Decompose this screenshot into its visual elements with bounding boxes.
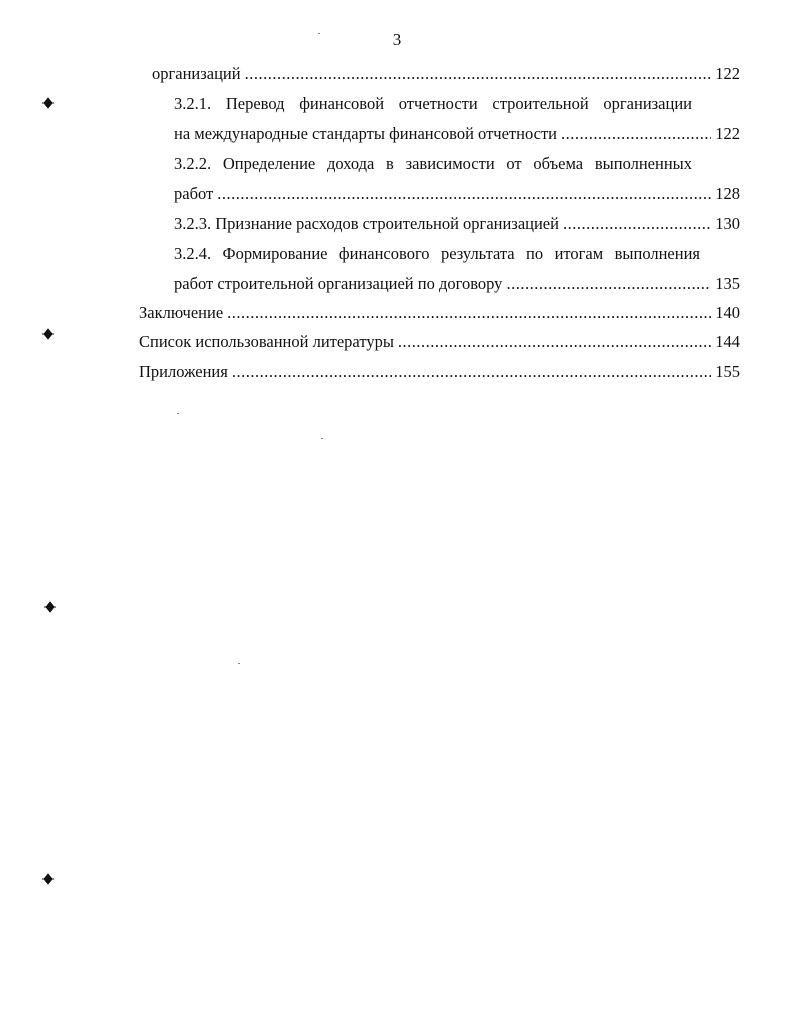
page-number: 3 (392, 30, 402, 49)
toc-entry-conclusion (139, 301, 740, 325)
toc-entry-title-line1: 3.2.1. Перевод финансовой отчетности строительной организации (174, 94, 692, 113)
toc-entry-title: Заключение (139, 303, 224, 322)
dot-leader (561, 122, 711, 146)
toc-entry-title: Список использованной литературы (139, 332, 394, 351)
toc-entry-title: 3.2.3. Признание расходов строительной организацией (174, 214, 559, 233)
toc-entry-title: организаций (152, 64, 241, 83)
scan-speck (318, 33, 320, 34)
toc-entry-page: 122 (715, 124, 740, 143)
scan-speck (321, 438, 323, 439)
toc-entry-page: 122 (715, 64, 740, 83)
toc-entry-3-2-1 (174, 122, 740, 146)
dot-leader (563, 212, 711, 236)
toc-entry-appendices (139, 360, 740, 384)
toc-entry-references (139, 330, 740, 354)
scan-speck (238, 663, 240, 664)
dot-leader (227, 301, 711, 325)
toc-entry-page: 135 (715, 274, 740, 293)
binder-hole-mark (42, 97, 54, 109)
toc-entry-title-line1: 3.2.4. Формирование финансового результата по итогам выполнения (174, 244, 700, 263)
binder-hole-mark (44, 601, 56, 613)
toc-entry-title: работ строительной организацией по договору (174, 274, 503, 293)
toc-entry-3-2-3 (174, 212, 740, 236)
dot-leader (398, 330, 711, 354)
toc-entry-continuation (152, 62, 740, 86)
toc-entry-page: 155 (715, 362, 740, 381)
toc-entry-page: 144 (715, 332, 740, 351)
toc-entry-page: 130 (715, 214, 740, 233)
dot-leader (232, 360, 711, 384)
dot-leader (217, 182, 711, 206)
dot-leader (506, 272, 711, 296)
toc-entry-3-2-4 (174, 272, 740, 296)
toc-entry-title: работ (174, 184, 214, 203)
scan-speck (177, 413, 179, 414)
toc-entry-title: Приложения (139, 362, 228, 381)
toc-entry-page: 128 (715, 184, 740, 203)
binder-hole-mark (42, 328, 54, 340)
toc-entry-3-2-2 (174, 182, 740, 206)
binder-hole-mark (42, 873, 54, 885)
toc-entry-page: 140 (715, 303, 740, 322)
toc-entry-title: на международные стандарты финансовой отчетности (174, 124, 557, 143)
toc-entry-title-line1: 3.2.2. Определение дохода в зависимости от объема выполненных (174, 154, 692, 173)
dot-leader (245, 62, 712, 86)
